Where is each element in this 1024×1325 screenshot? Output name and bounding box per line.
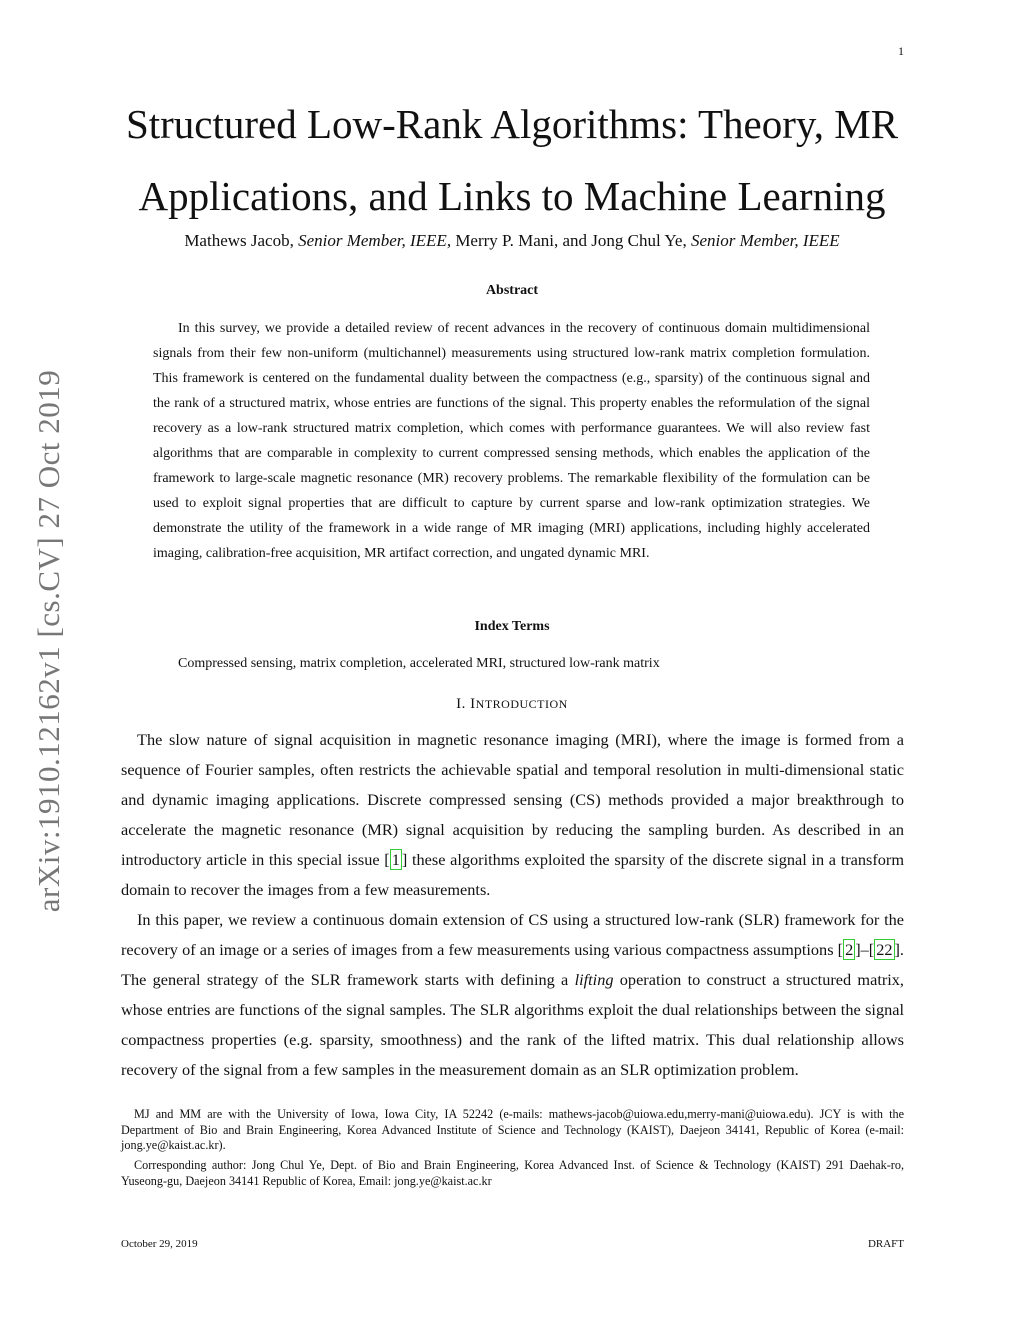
section-heading-introduction <box>0 696 1024 713</box>
paragraph-text: ]. The general strategy of the SLR framework starts with defining a <box>121 940 904 989</box>
paragraph-text: operation to construct a structured matrix, whose entries are functions of the signal samples. The SLR algorithms exploit the dual relationships between the signal compactness properties (e.g. sparsity, smoothness) and the rank of the lifted matrix. This dual relationship allows recovery of the signal from a few samples in the measurement domain as an SLR optimization problem. <box>121 970 904 1079</box>
citation-range-dash: ]–[ <box>855 940 875 959</box>
intro-paragraph-1 <box>121 725 904 905</box>
abstract-body: In this survey, we provide a detailed review of recent advances in the recovery of continuous domain multidimensional signals from their few non-uniform (multichannel) measurements using structured low-rank matrix completion formulation. This framework is centered on the fundamental duality between the compactness (e.g., sparsity) of the continuous signal and the rank of a structured matrix, whose entries are functions of the signal. This property enables the reformulation of the signal recovery as a low-rank structured matrix completion, which comes with performance guarantees. We will also review fast algorithms that are comparable in complexity to current compressed sensing methods, which enables the application of the framework to large-scale magnetic resonance (MR) recovery problems. The remarkable flexibility of the formulation can be used to exploit signal properties that are difficult to capture by current sparse and low-rank optimization strategies. We demonstrate the utility of the framework in a wide range of MR imaging (MRI) applications, including highly accelerated imaging, calibration-free acquisition, MR artifact correction, and ungated dynamic MRI. <box>153 321 870 561</box>
section-numeral: I. I <box>456 696 476 712</box>
page-number: 1 <box>898 44 904 58</box>
citation-link[interactable]: 22 <box>876 940 893 959</box>
footer-draft-label: DRAFT <box>867 1238 904 1250</box>
title-line-2: Applications, and Links to Machine Learning <box>138 173 886 219</box>
index-terms-body: Compressed sensing, matrix completion, accelerated MRI, structured low-rank matrix <box>178 656 660 671</box>
citation-link[interactable]: 2 <box>845 940 854 959</box>
section-name: NTRODUCTION <box>475 697 568 711</box>
intro-paragraph-2 <box>121 905 904 1085</box>
footer-date: October 29, 2019 <box>121 1238 198 1250</box>
footnote-affiliations: MJ and MM are with the University of Iowa, Iowa City, IA 52242 (e-mails: mathews-jacob@uiowa.edu,merry-mani@uiowa.edu). JCY is with the Department of Bio and Brain Engineering, Korea Advanced Institute of Science and Technology (KAIST), Daejeon 34141, Republic of Korea (e-mail: jong.ye@kaist.ac.kr). <box>121 1107 904 1152</box>
paragraph-text: The slow nature of signal acquisition in magnetic resonance imaging (MRI), where the image is formed from a sequence of Fourier samples, often restricts the achievable spatial and temporal resolution in multi-dimensional static and dynamic imaging applications. Discrete compressed sensing (CS) methods provided a major breakthrough to accelerate the magnetic resonance (MR) signal acquisition by reducing the sampling burden. As described in an introductory article in this special issue [ <box>121 730 904 869</box>
author-1-role: Senior Member, IEEE <box>298 231 447 250</box>
title-line-1: Structured Low-Rank Algorithms: Theory, MR <box>125 101 899 147</box>
authors-2-3: , Merry P. Mani, and Jong Chul Ye, <box>446 231 687 250</box>
paragraph-text: ] these algorithms exploited the sparsity of the discrete signal in a transform domain to recover the images from a few measurements. <box>121 850 905 899</box>
paper-title <box>0 88 1024 232</box>
index-terms-heading: Index Terms <box>474 619 550 634</box>
author-1: Mathews Jacob, <box>184 231 294 250</box>
emphasis-term: lifting <box>574 970 614 989</box>
arxiv-identifier-stamp: arXiv:1910.12162v1 [cs.CV] 27 Oct 2019 <box>31 369 66 913</box>
paragraph-text: In this paper, we review a continuous domain extension of CS using a structured low-rank (SLR) framework for the recovery of an image or a series of images from a few measurements using various compactness assumptions [ <box>121 910 904 959</box>
abstract-heading: Abstract <box>485 283 539 298</box>
citation-link[interactable]: 1 <box>391 850 400 869</box>
author-list <box>0 231 1024 251</box>
author-3-role: Senior Member, IEEE <box>690 231 840 250</box>
footnote-corresponding-author: Corresponding author: Jong Chul Ye, Dept. of Bio and Brain Engineering, Korea Advanced Inst. of Science & Technology (KAIST) 291 Daehak-ro, Yuseong-gu, Daejeon 34141 Republic of Korea, Email: jong.ye@kaist.ac.kr <box>121 1158 904 1188</box>
